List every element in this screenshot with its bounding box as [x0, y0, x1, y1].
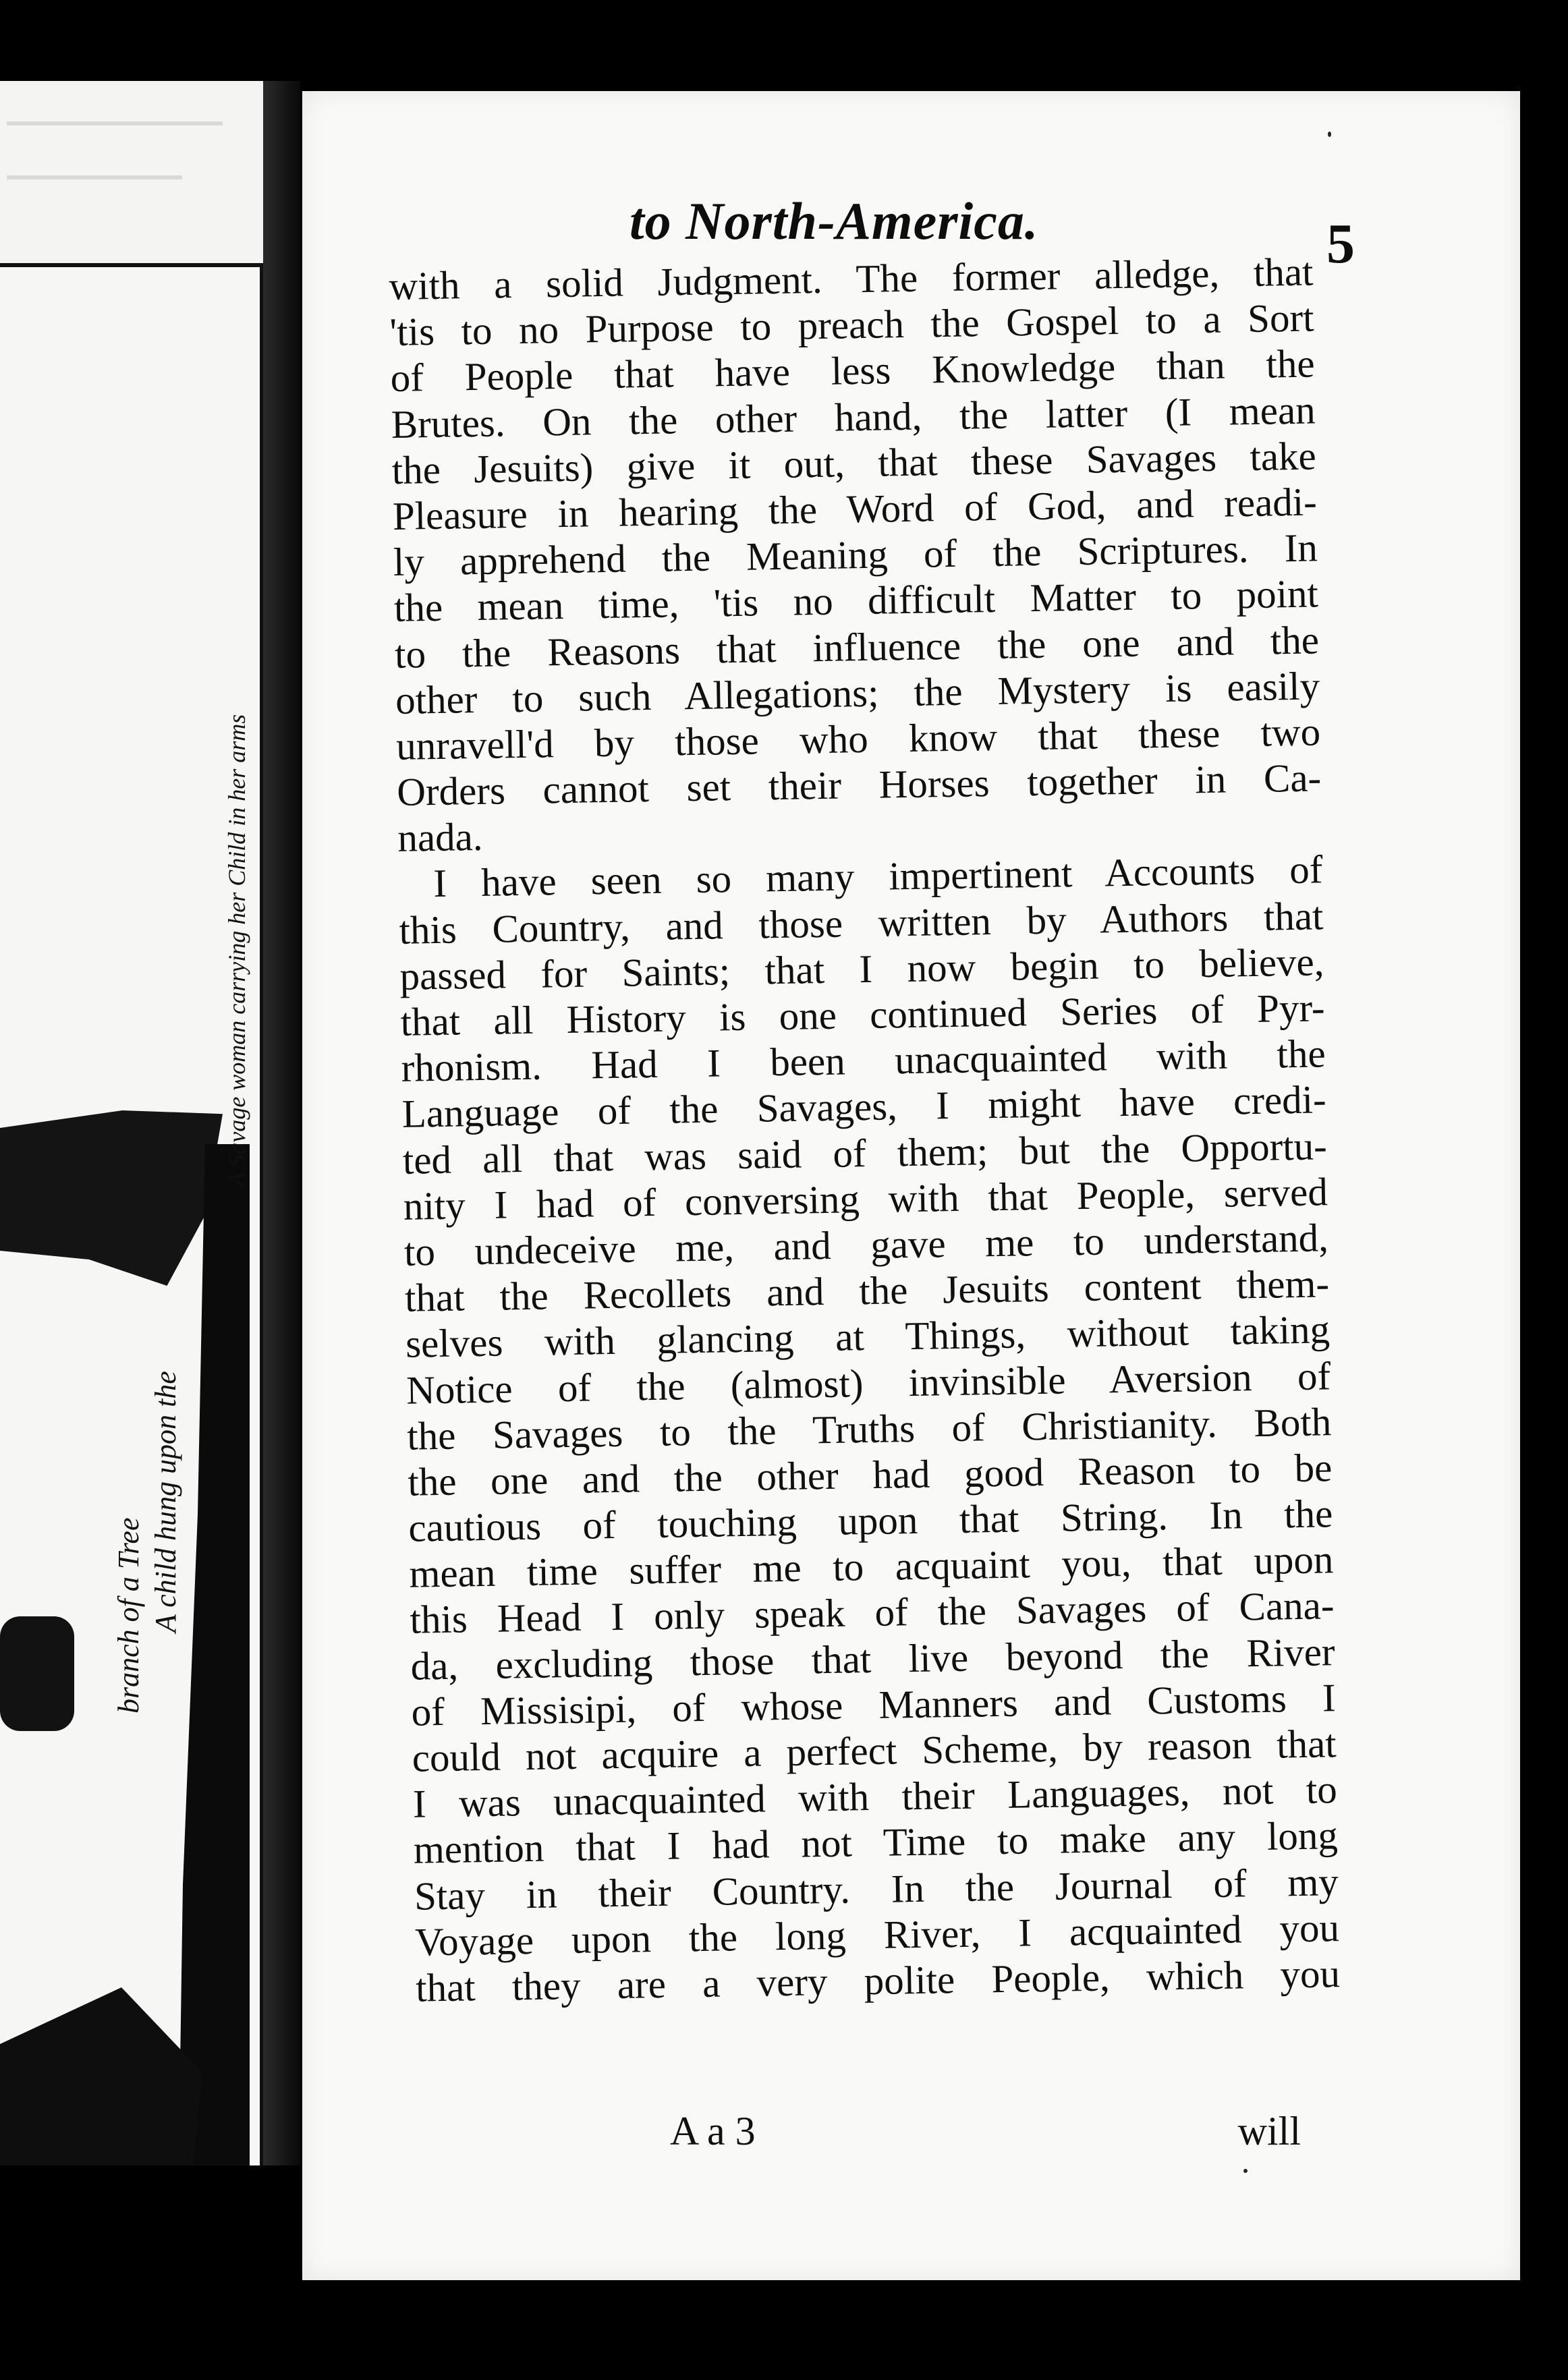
plate-caption-woman: A Savage woman carrying her Child in her arms — [223, 714, 250, 1187]
text-line: da, excluding those that live beyond the River — [410, 1628, 1336, 1689]
text-line: to undeceive me, and gave me to understand, — [403, 1215, 1329, 1274]
text-line: nada. — [397, 814, 484, 861]
text-line: with a solid Judgment. The former alledge, that — [389, 249, 1314, 308]
text-line: that they are a very polite People, which you — [415, 1951, 1341, 2010]
text-line: selves with glancing at Things, without taking — [405, 1307, 1331, 1367]
text-line: of Missisipi, of whose Manners and Customs I — [411, 1675, 1337, 1734]
engraving-frame — [0, 263, 263, 2165]
signature-mark: A a 3 — [670, 2109, 756, 2153]
paper-fleck — [1243, 2169, 1248, 2173]
text-line: Pleasure in hearing the Word of God, and readi- — [392, 479, 1318, 538]
body-text — [389, 248, 1341, 2010]
text-line: of People that have less Knowledge than the — [390, 341, 1316, 401]
text-line: this Country, and those written by Authors that — [399, 893, 1324, 953]
bleed-through-line — [7, 121, 223, 125]
text-line: the Jesuits) give it out, that these Savages take — [391, 433, 1317, 492]
text-line: ted all that was said of them; but the Opportu- — [402, 1123, 1328, 1183]
text-line: cautious of touching upon that String. In the — [408, 1491, 1333, 1550]
text-line: that the Recollets and the Jesuits content them- — [404, 1261, 1330, 1320]
catchword: will — [1237, 2109, 1301, 2153]
text-line: to the Reasons that influence the one and the — [394, 617, 1320, 677]
running-head: to North-America. — [629, 192, 1039, 250]
text-line: Notice of the (almost) invinsible Aversion of — [405, 1353, 1331, 1413]
text-line: passed for Saints; that I now begin to believe, — [399, 939, 1324, 998]
text-line: that all History is one continued Series of Pyr- — [400, 985, 1326, 1044]
plate-caption-child-line2: branch of a Tree — [112, 1517, 145, 1713]
text-line: I have seen so many impertinent Accounts of — [432, 847, 1323, 906]
tree-trunk-illustration — [175, 1144, 250, 2165]
text-page — [302, 91, 1520, 2280]
text-line: ly apprehend the Meaning of the Scriptures. In — [393, 525, 1318, 585]
book-gutter — [263, 81, 300, 2165]
text-line: unravell'd by those who know that these two — [395, 709, 1321, 768]
text-line: nity I had of conversing with that People, served — [403, 1169, 1328, 1228]
text-line: the mean time, 'tis no difficult Matter to point — [393, 571, 1319, 631]
text-line: rhonism. Had I been unacquainted with the — [401, 1031, 1326, 1091]
plate-caption-child-line1: A child hung upon the — [149, 1371, 182, 1633]
ground-illustration — [0, 1987, 202, 2165]
woman-figure-illustration — [0, 1110, 223, 1286]
text-line: Stay in their Country. In the Journal of my — [414, 1859, 1339, 1919]
facing-plate-page — [0, 81, 263, 2165]
page-number: 5 — [1326, 213, 1355, 275]
text-line: Brutes. On the other hand, the latter (I mean — [391, 387, 1316, 447]
text-line: this Head I only speak of the Savages of Cana- — [410, 1583, 1335, 1643]
text-line: the one and the other had good Reason to be — [407, 1445, 1333, 1504]
text-line: Voyage upon the long River, I acquainted you — [414, 1904, 1340, 1964]
text-line: Language of the Savages, I might have credi- — [401, 1077, 1327, 1137]
text-line: 'tis to no Purpose to preach the Gospel to a Sort — [389, 295, 1314, 355]
text-line: the Savages to the Truths of Christianity. Both — [406, 1398, 1332, 1458]
text-line: could not acquire a perfect Scheme, by reason that — [412, 1721, 1337, 1780]
paper-fleck — [1328, 132, 1331, 137]
text-line: I was unacquainted with their Languages, not to — [412, 1767, 1338, 1826]
text-line: Orders cannot set their Horses together in Ca- — [396, 755, 1322, 814]
text-line: mean time suffer me to acquaint you, that upon — [409, 1537, 1334, 1597]
bleed-through-line — [7, 175, 182, 179]
hanging-child-illustration — [0, 1616, 74, 1731]
text-line: other to such Allegations; the Mystery is easily — [395, 663, 1320, 722]
text-line: mention that I had not Time to make any long — [413, 1813, 1339, 1873]
